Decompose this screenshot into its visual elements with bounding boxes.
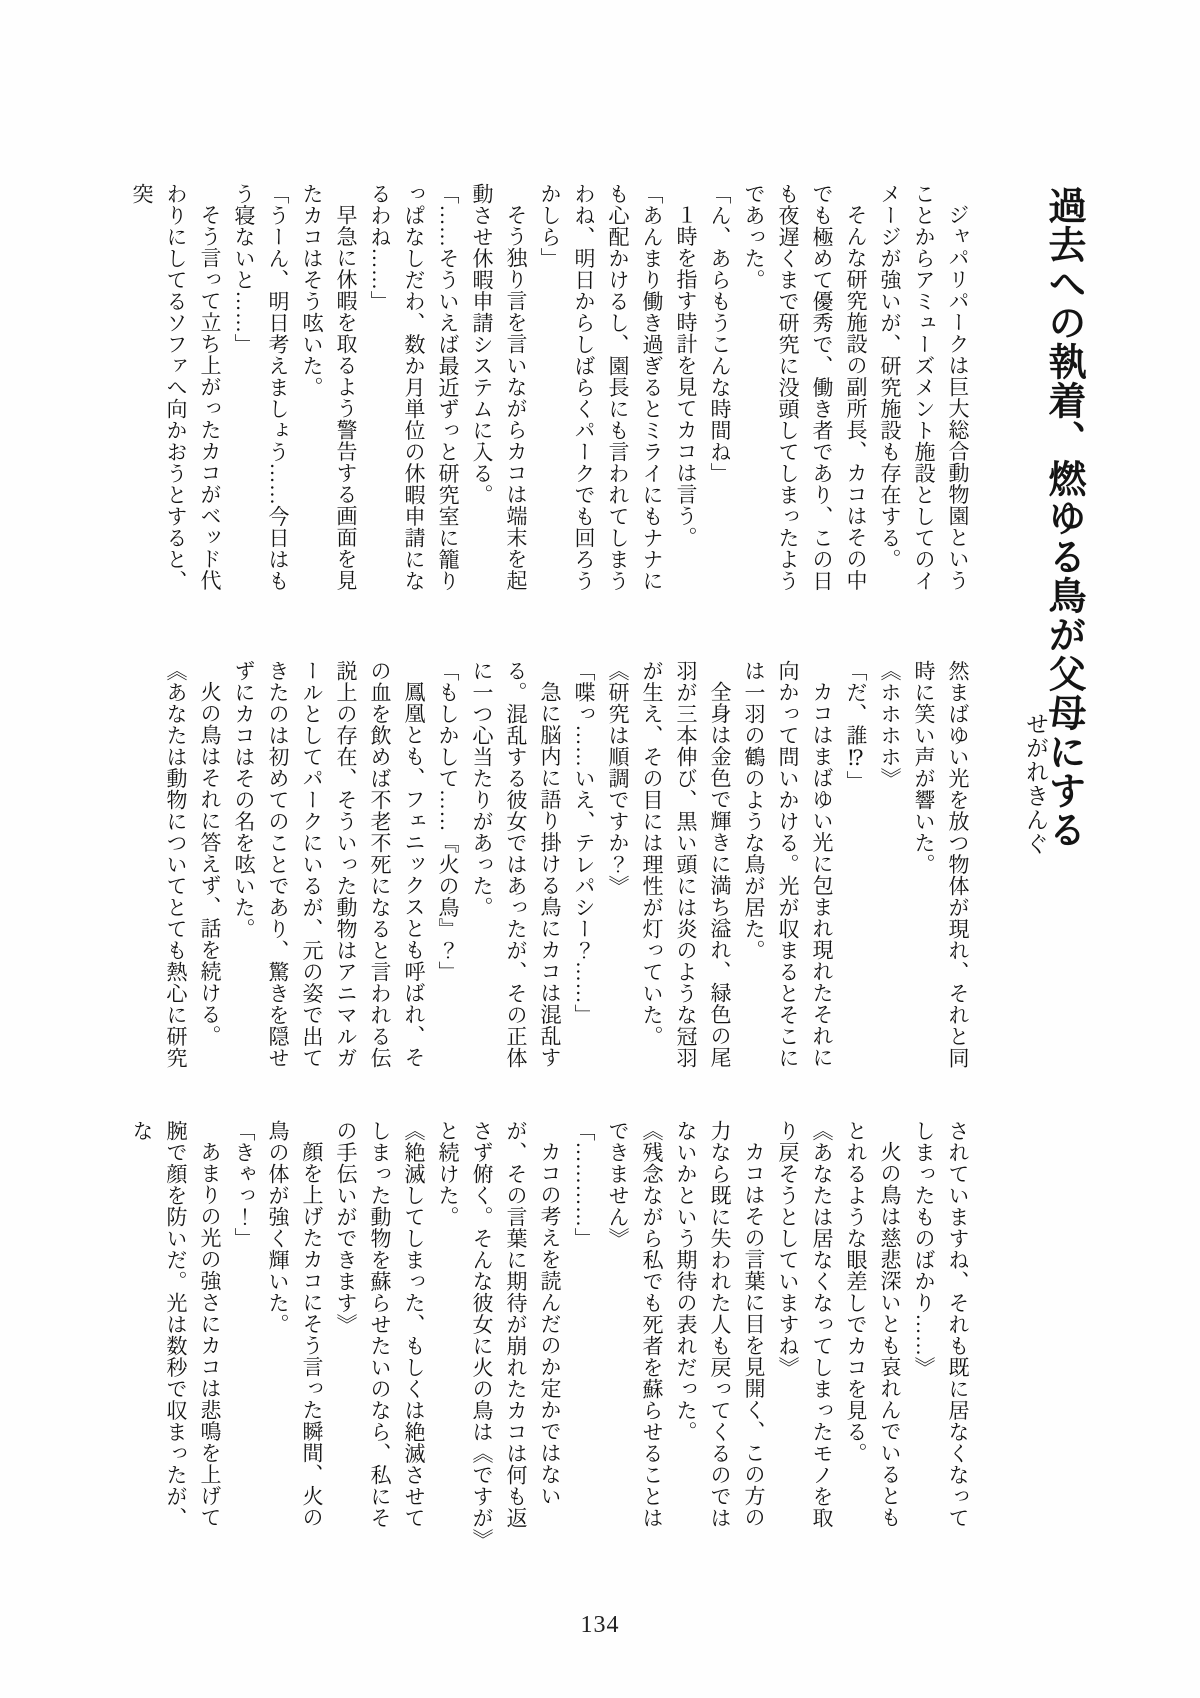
paragraph: あまりの光の強さにカコは悲鳴を上げて腕で顔を防いだ。光は数秒で収まったが、な — [130, 1120, 222, 1529]
paragraph: 火の鳥は慈悲深いとも哀れんでいるともとれるような眼差しでカコを見る。 — [844, 1120, 902, 1528]
paragraph: 「だ、誰⁉」 — [844, 660, 868, 792]
paragraph: 「ん、あらもうこんな時間ね」 — [708, 183, 732, 484]
paragraph: カコの考えを読んだのか定かではないが、その言葉に期待が崩れたカコは何も返さず俯く。そんな彼女に火の鳥は《ですが》と続けた。 — [436, 1120, 562, 1540]
paragraph: 《あなたは動物についてとても熱心に研究 — [164, 660, 188, 1069]
paragraph: 「うーん、明日考えましょう……今日はもう寝ないと……」 — [232, 183, 290, 592]
page-title: 過去への執着、燃ゆる鳥が父母にする — [1042, 186, 1084, 849]
paragraph: 「……そういえば最近ずっと研究室に籠りっぱなしだわ、数か月単位の休暇申請になるわね……」 — [368, 183, 460, 592]
page-number: 134 — [580, 1612, 620, 1638]
paragraph: 「…………」 — [572, 1120, 596, 1249]
text-band-middle — [115, 660, 975, 1084]
paragraph: そう言って立ち上がったカコがベッド代わりにしてるソファへ向かおうとすると、突 — [130, 183, 222, 592]
paragraph: 「喋っ……いえ、テレパシー？……」 — [572, 660, 596, 1026]
paragraph: 全身は金色で輝きに満ち溢れ、緑色の尾羽が三本伸び、黒い頭には炎のような冠羽が生え、その目には理性が灯っていた。 — [640, 660, 732, 1069]
paragraph: そう独り言を言いながらカコは端末を起動させ休暇申請システムに入る。 — [470, 183, 528, 591]
paragraph: ジャパリパークは巨大総合動物園ということからアミューズメント施設としてのイメージが強いが、研究施設も存在する。 — [878, 183, 970, 592]
paragraph: カコはその言葉に目を見開く、この方の力なら既に失われた人も戻ってくるのではないかという期待の表れだった。 — [674, 1120, 766, 1529]
paragraph: １時を指す時計を見てカコは言う。 — [674, 204, 698, 548]
text-band-bottom — [115, 1120, 975, 1544]
paragraph: そんな研究施設の副所長、カコはその中でも極めて優秀で、働き者であり、この日も夜遅くまで研究に没頭してしまったようであった。 — [742, 183, 868, 592]
paragraph: 鳳凰とも、フェニックスとも呼ばれ、その血を飲めば不老不死になると言われる伝説上の存在、そういった動物はアニマルガールとしてパークにいるが、元の姿で出てきたのは初めてのことであり、驚きを隠せずにカコはその名を呟いた。 — [232, 660, 426, 1069]
paragraph: 《ホホホホ》 — [878, 660, 902, 789]
paragraph: 《絶滅してしまった、もしくは絶滅させてしまった動物を蘇らせたいのなら、私にその手伝いができます》 — [334, 1120, 426, 1529]
paragraph: 「もしかして……『火の鳥』？」 — [436, 660, 460, 983]
paragraph: 火の鳥はそれに答えず、話を続ける。 — [198, 681, 222, 1047]
author-name: せがれきんぐ — [1023, 712, 1048, 856]
paragraph: 急に脳内に語り掛ける鳥にカコは混乱する。混乱する彼女ではあったが、その正体に一つ心当たりがあった。 — [470, 660, 562, 1069]
paragraph: 「きゃっ！」 — [232, 1120, 256, 1249]
paragraph: カコはまばゆい光に包まれ現れたそれに向かって問いかける。光が収まるとそこには一羽の鶴のような鳥が居た。 — [742, 660, 834, 1069]
paragraph: 《あなたは居なくなってしまったモノを取り戻そうとしていますね》 — [776, 1120, 834, 1529]
paragraph: 《残念ながら私でも死者を蘇らせることはできません》 — [606, 1120, 664, 1529]
text-band-top — [115, 183, 975, 607]
paragraph: 然まばゆい光を放つ物体が現れ、それと同時に笑い声が響いた。 — [912, 660, 970, 1069]
paragraph: 《研究は順調ですか？》 — [606, 660, 630, 897]
paragraph: されていますね、それも既に居なくなってしまったものばかり……》 — [912, 1120, 970, 1529]
paragraph: 早急に休暇を取るよう警告する画面を見たカコはそう呟いた。 — [300, 183, 358, 591]
paragraph: 顔を上げたカコにそう言った瞬間、火の鳥の体が強く輝いた。 — [266, 1120, 324, 1528]
paragraph: 「あんまり働き過ぎるとミライにもナナにも心配かけるし、園長にも言われてしまうわね、明日からしばらくパークでも回ろうかしら」 — [538, 183, 664, 592]
